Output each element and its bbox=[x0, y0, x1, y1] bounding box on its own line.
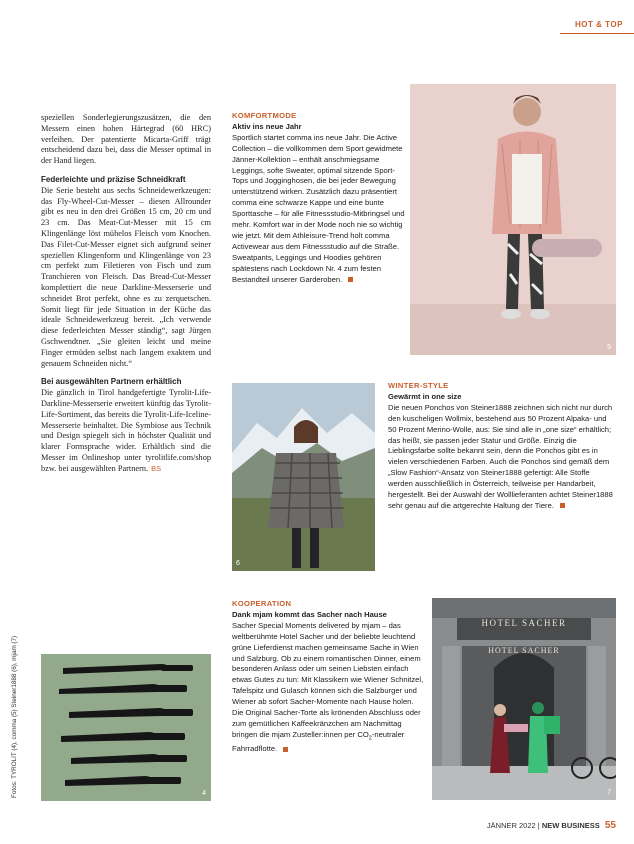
headline: Aktiv ins neue Jahr bbox=[232, 121, 302, 131]
poncho-illustration bbox=[232, 383, 375, 571]
subheading: Bei ausgewählten Partnern erhältlich bbox=[41, 377, 182, 387]
paragraph bbox=[41, 175, 211, 369]
footer-month: JÄNNER 2022 bbox=[486, 821, 536, 830]
poncho-photo bbox=[232, 383, 375, 571]
footer-publication: NEW BUSINESS bbox=[541, 821, 600, 830]
hotel-sign-entrance: HOTEL SACHER bbox=[488, 646, 560, 655]
hotel-sign-top: HOTEL SACHER bbox=[481, 618, 567, 628]
page-number: 55 bbox=[604, 820, 616, 831]
sportswear-photo bbox=[410, 84, 616, 355]
section-label: HOT & TOP bbox=[575, 20, 623, 29]
article-body: Sacher Special Moments delivered by mjam – das weltberühmte Hotel Sacher und der beliebte leuchtend grüne Lieferdienst machen gemeinsame Sache in Wien und Salzburg. Ob zu einem romantischen Dinner, einem besonderen Anlass oder um seinen Liebsten einfach etwas Gutes zu tun: Mit Klassikern wie Wiener Schnitzel, Tafelspitz und Gulasch können sich die Salzburger und Wiener ab sofort Sacher-Momente nach Hause holen. Die Original Sacher-Torte als krönenden Abschluss oder zum gemütlichen Kaffeekränzchen am Nachmittag bringen die mjam Zusteller:innen per CO bbox=[232, 620, 424, 739]
article-body: Sportlich startet comma ins neue Jahr. Die Active Collection – die vollkommen dem Sport gewidmete Jänner-Kollektion – enthält anschmiegsame Leggings, softe Sweater, optimal sitzende Sport-Tops und Jogginghosen, die bei jeder Bewegung unterstützend wirken. Zusätzlich dazu präsentiert comma eine schwarze Kappe und eine bunte Sporttasche – für alle Fitnessstudio-Mitbringsel und mehr. Komfort war in der Mode noch nie so wichtig wie jetzt. Mit dem Athleisure-Trend holt comma Activewear aus dem Fitnessstudio auf die Straße. Sweatpants, Leggings und Hoodies gehören spätestens nach Lockdown Nr. 4 zum festen Bestandteil unserer Garderoben. bbox=[232, 132, 405, 284]
end-mark bbox=[348, 277, 353, 282]
photo-number: 4 bbox=[202, 790, 206, 797]
paragraph: speziellen Sonderlegierungszusätzen, die den Messern einen hohen Härtegrad (60 HRC) verleihen. Der patentierte Micarta-Griff trägt entscheidend dazu bei, dass die Messer optimal in der Hand liegen. bbox=[41, 113, 211, 166]
left-column-article bbox=[41, 113, 211, 483]
winter-style-article bbox=[388, 381, 616, 512]
footer-separator: | bbox=[537, 821, 540, 830]
header-rule bbox=[560, 33, 634, 34]
subheading: Federleichte und präzise Schneidkraft bbox=[41, 174, 186, 184]
headline: Gewärmt in one size bbox=[388, 391, 462, 401]
paragraph-body: Die gänzlich in Tirol handgefertigte Tyrolit-Life-Darkline-Messerserie erweitert künftig das Tyrolit-Life-Sortiment, das bereits die Tyrolit-Life-Iceline-Messerserie beinhaltet. Die Symbiose aus Technik und Design spiegelt sich in höchster Qualität und klarer Formsprache wider. Erhältlich sind die Messer im Onlineshop unter tyrolitlife.com/shop bzw. bei ausgewählten Partnern. bbox=[41, 388, 211, 473]
kicker: KOMFORTMODE bbox=[232, 111, 297, 120]
komfortmode-article bbox=[232, 111, 405, 286]
kicker: KOOPERATION bbox=[232, 599, 292, 608]
knives-photo bbox=[41, 654, 211, 801]
photo-number: 7 bbox=[607, 789, 611, 796]
author-initials: BS bbox=[151, 463, 162, 473]
kicker: WINTER-STYLE bbox=[388, 381, 449, 390]
page-footer bbox=[487, 820, 616, 831]
paragraph bbox=[41, 377, 211, 474]
end-mark bbox=[560, 503, 565, 508]
knives-illustration bbox=[41, 654, 211, 801]
end-mark bbox=[283, 747, 288, 752]
subscript: 2 bbox=[368, 735, 372, 742]
photo-number: 5 bbox=[607, 344, 611, 351]
photo-credits: Fotos: TYROLIT (4), comma (5) Steiner1888 (6), mjam (7) bbox=[11, 635, 18, 798]
article-body-end: -neutraler Fahrradflotte. bbox=[232, 729, 405, 754]
hotel-sacher-photo bbox=[432, 598, 616, 800]
photo-number: 6 bbox=[236, 560, 240, 567]
article-body: Die neuen Ponchos von Steiner1888 zeichnen sich nicht nur durch den kuscheligen Wollmix, bestehend aus 50 Prozent Alpaka- und 50 Prozent Merino-Wolle, aus: Sie sind alle in „one size“ erhältlich; das heißt, sie passen jeder Statur und Größe. Einzig die Lieblingsfarbe sollte bekannt sein, denn die Ponchos gibt es in vielen verschiedenen Farben. Auch die Ponchos sind gemäß dem „Slow Fashion“-Ansatz von Steiner1888 gefertigt: Alle Stoffe werden ausschließlich in Österreich, teilweise per Handarbeit, hergestellt. Bei der Auswahl der Wolllieferanten achtet Steiner1888 sehr genau auf die artgerechte Haltung der Tiere. bbox=[388, 402, 613, 510]
sportswear-illustration bbox=[410, 84, 616, 355]
paragraph-body: Die Serie besteht aus sechs Schneidewerkzeugen: das Fly-Wheel-Cut-Messer – diesen Allrounder gibt es neu in den drei Größen 15 cm, 20 cm und 23 cm. Das Meat-Cut-Messer mit 15 cm Klingenlänge löst mühelos Fleisch vom Knochen. Das Filet-Cut-Messer eignet sich aufgrund seiner speziellen Klingenform und Klingenlänge von 23 cm perfekt zum Filetieren von Fisch und zum Tranchieren von Fleisch. Das Bread-Cut-Messer komplettiert die neue Darkline-Messerserie und schneidet Brot perfekt, ohne es zu zerquetschen. Somit liegt für jede Situation in der Küche das ideale Schneidewerkzeug bereit. „Ich verwende diese federleichten Messer ständig“, sagt Jürgen Gschwendtner. „Sie gleiten leicht und meine Finger ermüden selbst nach langem exaktem und genauem Schneiden nicht.“ bbox=[41, 185, 211, 368]
hotel-sacher-illustration bbox=[432, 598, 616, 800]
headline: Dank mjam kommt das Sacher nach Hause bbox=[232, 609, 387, 619]
kooperation-article bbox=[232, 599, 426, 755]
